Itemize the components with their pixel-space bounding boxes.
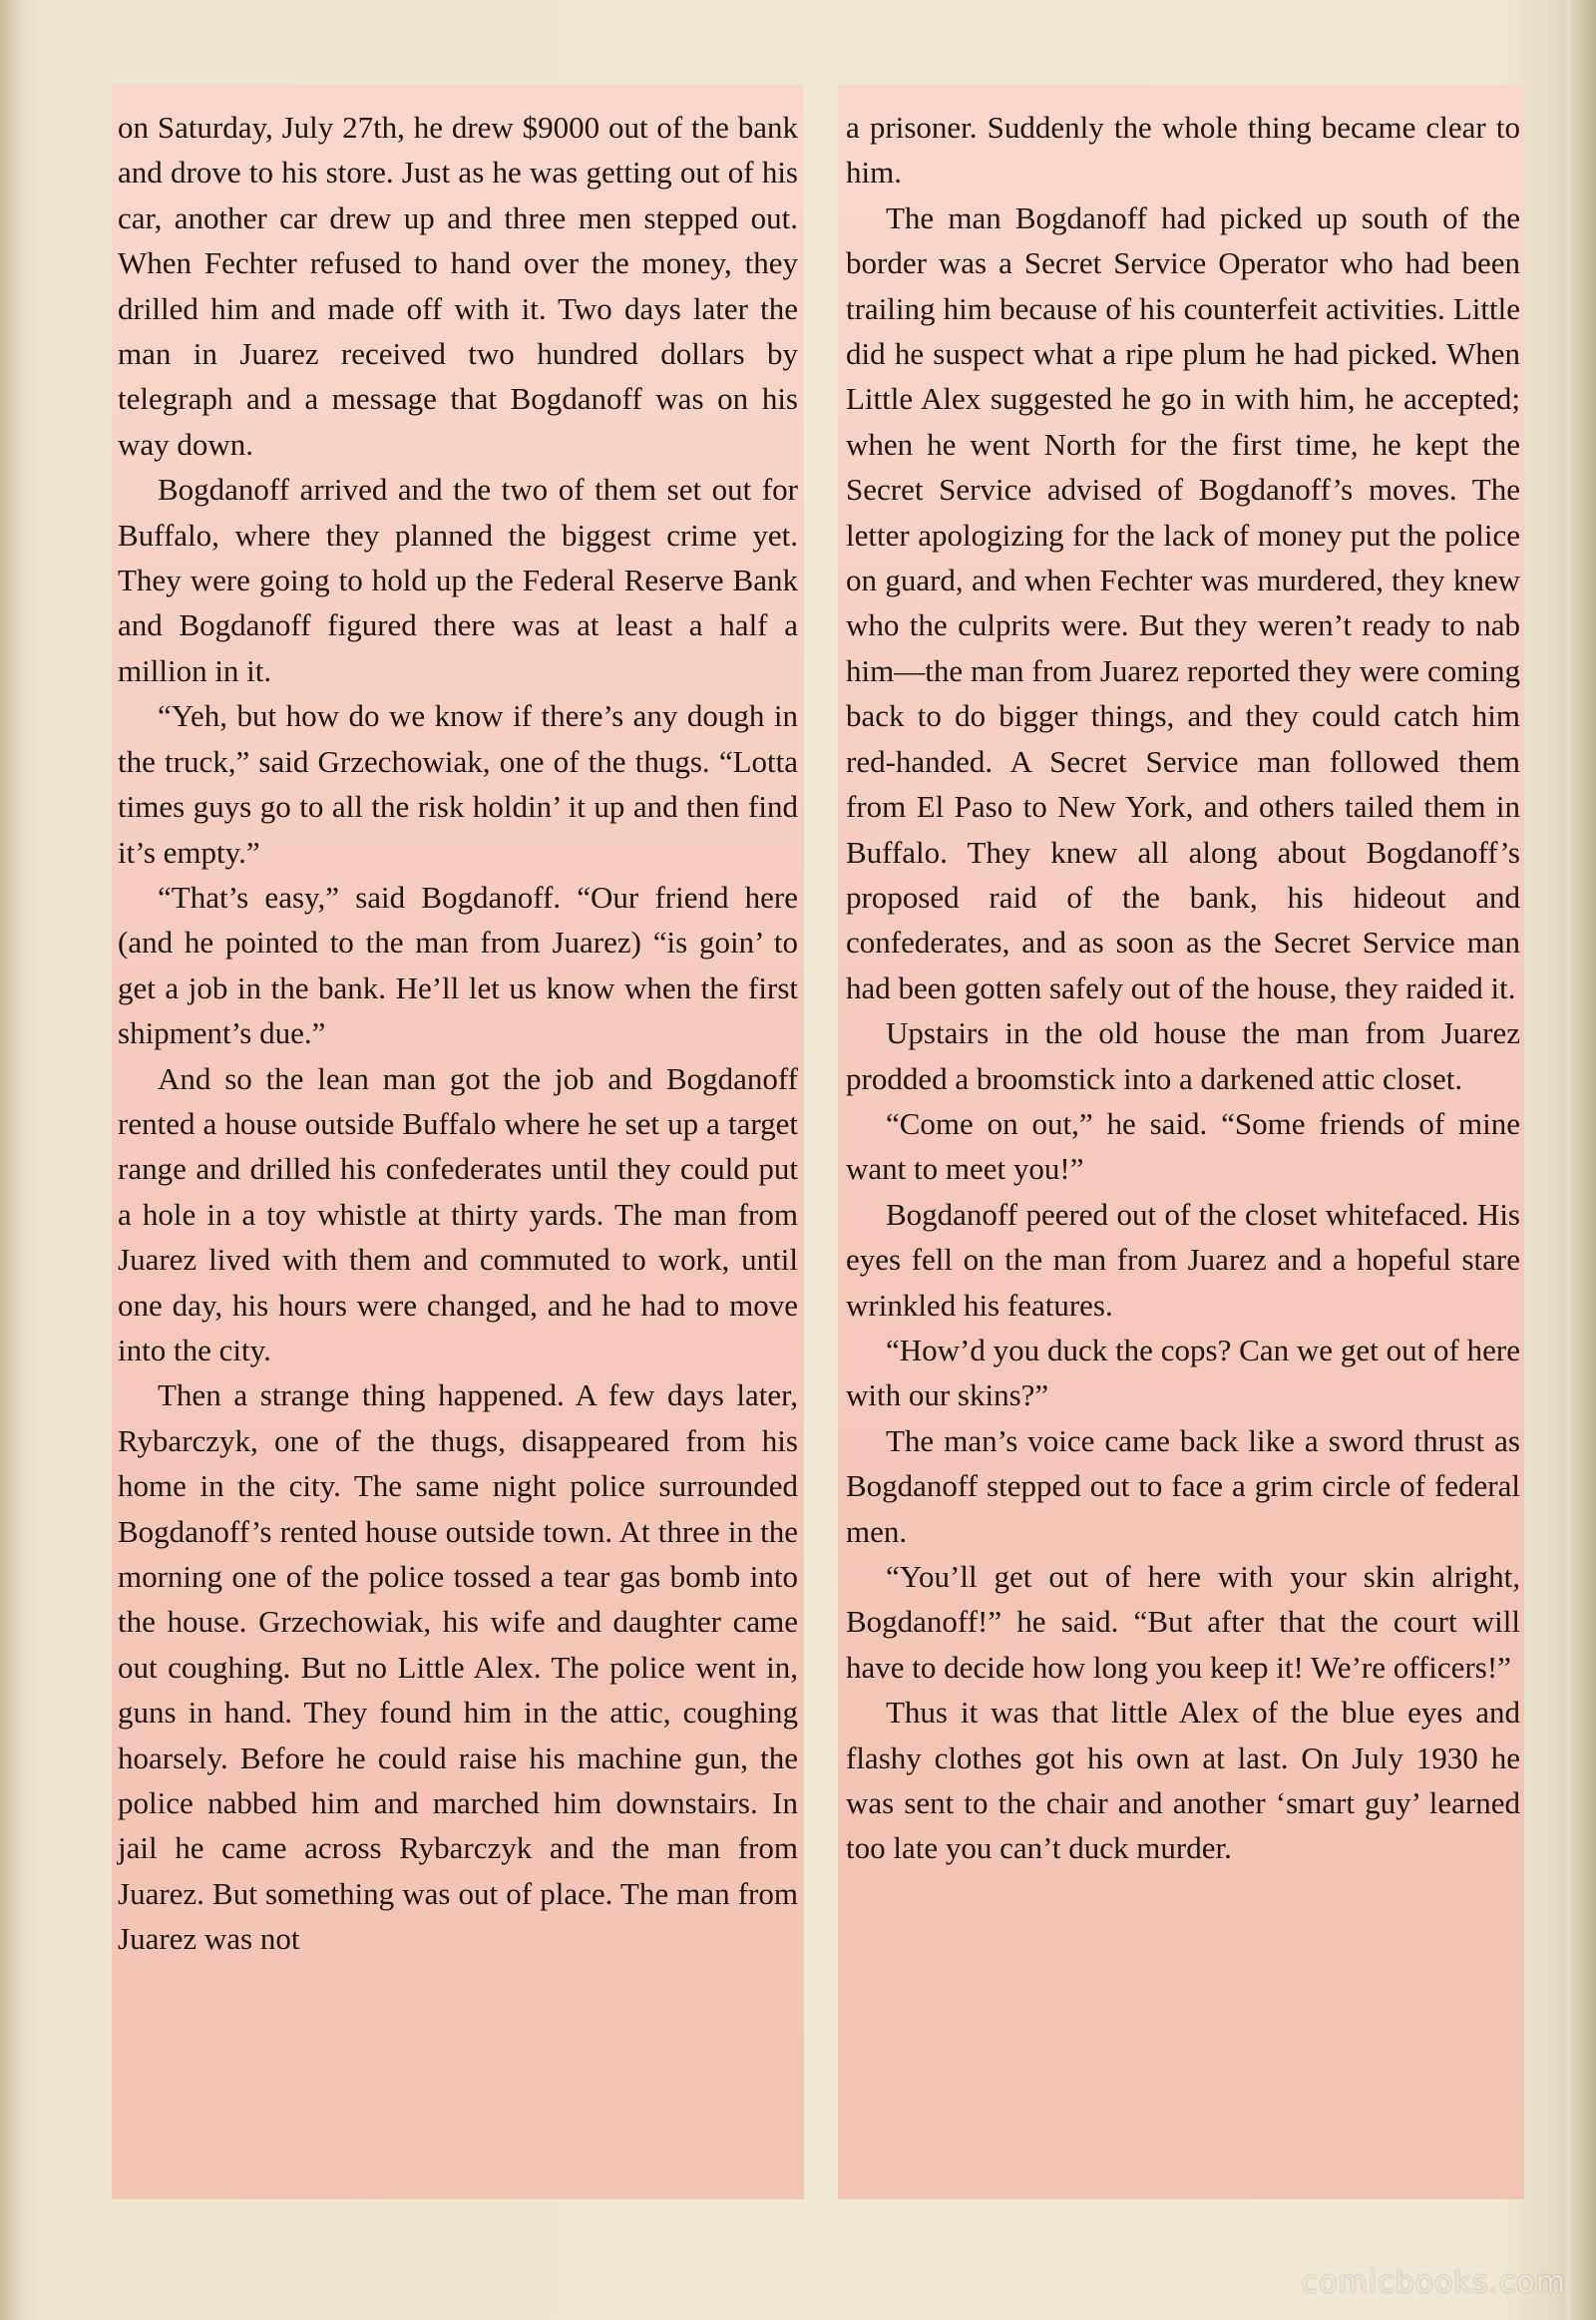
- paragraph: Thus it was that little Alex of the blue eyes and flashy clothes got his own at last. On July 1930 he was sent to the chair and another ‘smart guy’ learned too late you can’t duck murder.: [846, 1695, 1520, 1866]
- paragraph: “How’d you duck the cops? Can we get out of here with our skins?”: [846, 1332, 1520, 1413]
- page-right-edge: [1566, 0, 1596, 2320]
- paragraph: on Saturday, July 27th, he drew $9000 out of the bank and drove to his store. Just as he was getting out of his car, another car drew up and three men stepped out. When Fechter refused to hand over the money, they drilled him and made off with it. Two days later the man in Juarez received two hundred dollars by telegraph and a message that Bogdanoff was on his way down.: [118, 110, 798, 462]
- paragraph: The man’s voice came back like a sword thrust as Bogdanoff stepped out to face a grim circle of federal men.: [846, 1422, 1520, 1549]
- paragraph: “That’s easy,” said Bogdanoff. “Our friend here (and he pointed to the man from Juarez) “is goin’ to get a job in the bank. He’ll let us know when the first shipment’s due.”: [118, 879, 798, 1051]
- paragraph: a prisoner. Suddenly the whole thing became clear to him.: [846, 110, 1520, 191]
- watermark: comicbooks.com: [1301, 2265, 1566, 2300]
- binding-edge: [0, 0, 22, 2320]
- paragraph: Bogdanoff peered out of the closet whitefaced. His eyes fell on the man from Juarez and a hopeful stare wrinkled his features.: [846, 1196, 1520, 1323]
- paragraph: “Come on out,” he said. “Some friends of mine want to meet you!”: [846, 1105, 1520, 1187]
- paragraph: And so the lean man got the job and Bogdanoff rented a house outside Buffalo where he set up a target range and drilled his confederates until they could put a hole in a toy whistle at thirty yards. The man from Juarez lived with them and commuted to work, until one day, his hours were changed, and he had to move into the city.: [118, 1060, 798, 1367]
- paragraph: “You’ll get out of here with your skin alright, Bogdanoff!” he said. “But after that the court will have to decide how long you keep it! We’re officers!”: [846, 1559, 1520, 1685]
- paragraph: The man Bogdanoff had picked up south of the border was a Secret Service Operator who had been trailing him because of his counterfeit activities. Little did he suspect what a ripe plum he had picked. When Little Alex suggested he go in with him, he accepted; when he went North for the first time, he kept the Secret Service advised of Bogdanoff’s moves. The letter apologizing for the lack of money put the police on guard, and when Fechter was murdered, they knew who the culprits were. But they weren’t ready to nab him—the man from Juarez reported they were coming back to do bigger things, and they could catch him red-handed. A Secret Service man followed them from El Paso to New York, and others tailed them in Buffalo. They knew all along about Bogdanoff’s proposed raid of the bank, his hideout and confederates, and as soon as the Secret Service man had been gotten safely out of the house, they raided it.: [846, 199, 1520, 1005]
- paragraph: Bogdanoff arrived and the two of them set out for Buffalo, where they planned the biggest crime yet. They were going to hold up the Federal Reserve Bank and Bogdanoff figured there was at least a half a million in it.: [118, 472, 798, 688]
- paragraph: “Yeh, but how do we know if there’s any dough in the truck,” said Grzechowiak, one of the thugs. “Lotta times guys go to all the risk holdin’ it up and then find it’s empty.”: [118, 698, 798, 870]
- right-text-column: [846, 105, 1520, 1871]
- paragraph: Upstairs in the old house the man from Juarez prodded a broomstick into a darkened attic closet.: [846, 1015, 1520, 1096]
- paragraph: Then a strange thing happened. A few days later, Rybarczyk, one of the thugs, disappeared from his home in the city. The same night police surrounded Bogdanoff’s rented house outside town. At three in the morning one of the police tossed a tear gas bomb into the house. Grzechowiak, his wife and daughter came out coughing. But no Little Alex. The police went in, guns in hand. They found him in the attic, coughing hoarsely. Before he could raise his machine gun, the police nabbed him and marched him downstairs. In jail he came across Rybarczyk and the man from Juarez. But something was out of place. The man from Juarez was not: [118, 1377, 798, 1957]
- left-text-column: [118, 105, 798, 1962]
